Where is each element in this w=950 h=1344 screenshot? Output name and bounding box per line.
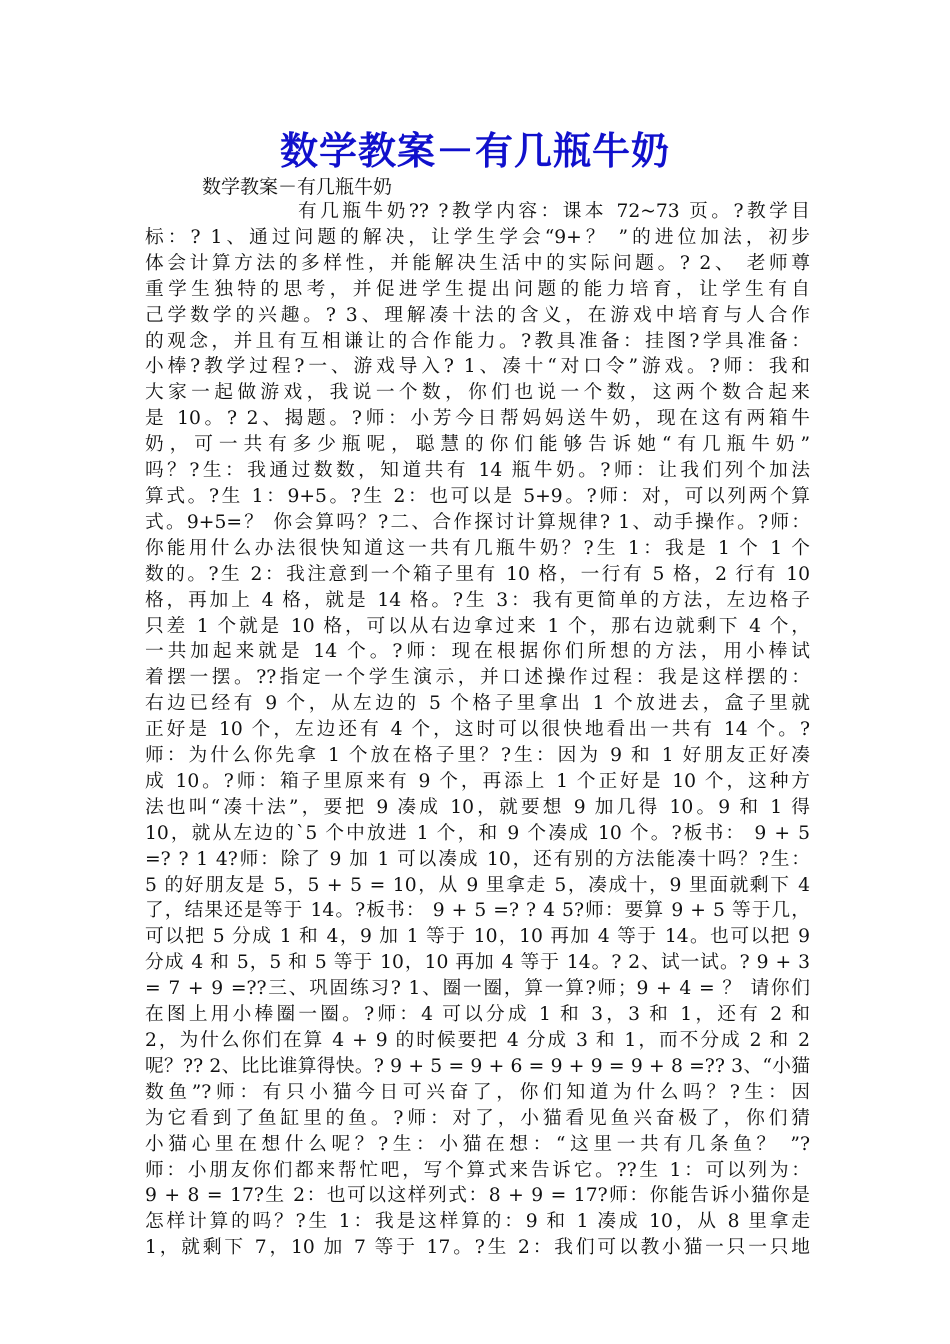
text-line: 格，再加上 4 格，就是 14 格。?生 3：我有更简单的方法，左边格子 bbox=[145, 589, 810, 611]
text-line: 一共加起来就是 14 个。?师：现在根据你们所想的方法，用小棒试 bbox=[145, 641, 810, 663]
text-line: 你能用什么办法很快知道这一共有几瓶牛奶？?生 1：我是 1 个 1 个 bbox=[145, 537, 810, 559]
text-line: 师：为什么你先拿 1 个放在格子里？?生：因为 9 和 1 好朋友正好凑 bbox=[145, 745, 810, 767]
text-line: 只差 1 个就是 10 格，可以从右边拿过来 1 个，那右边就剩下 4 个， bbox=[145, 615, 810, 637]
text-line: 9 + 8 = 17?生 2：也可以这样列式：8 + 9 = 17?师：你能告诉小猫你是 bbox=[145, 1185, 810, 1207]
text-line: 奶，可一共有多少瓶呢，聪慧的你们能够告诉她“有几瓶牛奶” bbox=[145, 434, 810, 456]
text-line: 可以把 5 分成 1 和 4，9 加 1 等于 10，10 再加 4 等于 14。也可以把 9 bbox=[145, 926, 810, 948]
text-line: 为它看到了鱼缸里的鱼。?师：对了，小猫看见鱼兴奋极了，你们猜 bbox=[145, 1107, 810, 1129]
text-line: 大家一起做游戏，我说一个数，你们也说一个数，这两个数合起来 bbox=[145, 382, 810, 404]
text-line: 重学生独特的思考，并促进学生提出问题的能力培育，让学生有自 bbox=[145, 278, 810, 300]
text-line: 法也叫“凑十法”，要把 9 凑成 10，就要想 9 加几得 10。9 和 1 得 bbox=[145, 796, 810, 818]
text-line: 分成 4 和 5，5 和 5 等于 10，10 再加 4 等于 14。? 2、试一试。? 9 + 3 bbox=[145, 952, 810, 974]
text-line: 己学数学的兴趣。? 3、理解凑十法的含义，在游戏中培育与人合作 bbox=[145, 304, 810, 326]
text-line: 10，就从左边的`5 个中放进 1 个，和 9 个凑成 10 个。?板书： 9 + 5 bbox=[145, 822, 810, 844]
text-line: 小棒?教学过程?一、游戏导入? 1、凑十“对口令”游戏。?师：我和 bbox=[145, 356, 810, 378]
text-line: 师：小朋友你们都来帮忙吧，写个算式来告诉它。??生 1：可以列为： bbox=[145, 1159, 810, 1181]
document-subtitle: 数学教案－有几瓶牛奶 bbox=[202, 176, 393, 198]
text-line: 数的。?生 2：我注意到一个箱子里有 10 格，一行有 5 格，2 行有 10 bbox=[145, 563, 810, 585]
text-line: 成 10。?师：箱子里原来有 9 个，再添上 1 个正好是 10 个，这种方 bbox=[145, 770, 810, 792]
text-line: 着摆一摆。??指定一个学生演示，并口述操作过程：我是这样摆的： bbox=[145, 667, 810, 689]
text-line: 2，为什么你们在算 4 + 9 的时候要把 4 分成 3 和 1，而不分成 2 和 2 bbox=[145, 1030, 810, 1051]
text-line: 吗？?生：我通过数数，知道共有 14 瓶牛奶。?师：让我们列个加法 bbox=[145, 460, 810, 482]
text-line: 呢？?? 2、比比谁算得快。? 9 + 5 = 9 + 6 = 9 + 9 = 9 + 8 =?? 3、“小猫 bbox=[145, 1055, 810, 1077]
text-line: 5 的好朋友是 5，5 + 5 = 10，从 9 里拿走 5，凑成十，9 里面就剩下 4 bbox=[145, 874, 810, 896]
text-line: 算式。?生 1：9+5。?生 2：也可以是 5+9。?师：对，可以列两个算 bbox=[145, 485, 810, 507]
text-line: 1，就剩下 7，10 加 7 等于 17。?生 2：我们可以教小猫一只一只地 bbox=[145, 1237, 810, 1259]
text-line: 右边已经有 9 个，从左边的 5 个格子里拿出 1 个放进去，盒子里就 bbox=[145, 693, 810, 715]
text-line: 了，结果还是等于 14。?板书： 9 + 5 =? ? 4 5?师：要算 9 + 5 等于几， bbox=[145, 900, 810, 922]
text-line: 有几瓶牛奶?? ?教学内容：课本 72~73 页。?教学目 bbox=[298, 201, 810, 222]
text-line: 是 10。? 2、揭题。?师：小芳今日帮妈妈送牛奶，现在这有两箱牛 bbox=[145, 408, 810, 430]
text-line: = 7 + 9 =??三、巩固练习? 1、圈一圈，算一算?师；9 + 4 = ？ 请你们 bbox=[145, 978, 810, 1000]
text-line: 正好是 10 个，左边还有 4 个，这时可以很快地看出一共有 14 个。? bbox=[145, 719, 810, 741]
text-line: 体会计算方法的多样性，并能解决生活中的实际问题。? 2、 老师尊 bbox=[145, 252, 810, 274]
lesson-body-text bbox=[145, 199, 810, 1261]
page-title: 数学教案－有几瓶牛奶 bbox=[279, 129, 670, 173]
text-line: =? ? 1 4?师：除了 9 加 1 可以凑成 10，还有别的方法能凑十吗？?生： bbox=[145, 848, 810, 870]
text-line: 的观念，并且有互相谦让的合作能力。?教具准备：挂图?学具准备： bbox=[145, 330, 810, 352]
text-line: 式。9+5=？ 你会算吗？?二、合作探讨计算规律? 1、动手操作。?师： bbox=[145, 511, 810, 533]
text-line: 数鱼”?师：有只小猫今日可兴奋了，你们知道为什么吗？?生：因 bbox=[145, 1081, 810, 1103]
text-line: 在图上用小棒圈一圈。?师：4 可以分成 1 和 3，3 和 1，还有 2 和 bbox=[145, 1004, 810, 1026]
text-line: 小猫心里在想什么呢？?生：小猫在想：“这里一共有几条鱼？ ”? bbox=[145, 1133, 810, 1155]
text-line: 标：? 1、通过问题的解决，让学生学会“9+？ ”的进位加法，初步 bbox=[145, 226, 810, 248]
text-line: 怎样计算的吗？?生 1：我是这样算的：9 和 1 凑成 10，从 8 里拿走 bbox=[145, 1211, 810, 1233]
